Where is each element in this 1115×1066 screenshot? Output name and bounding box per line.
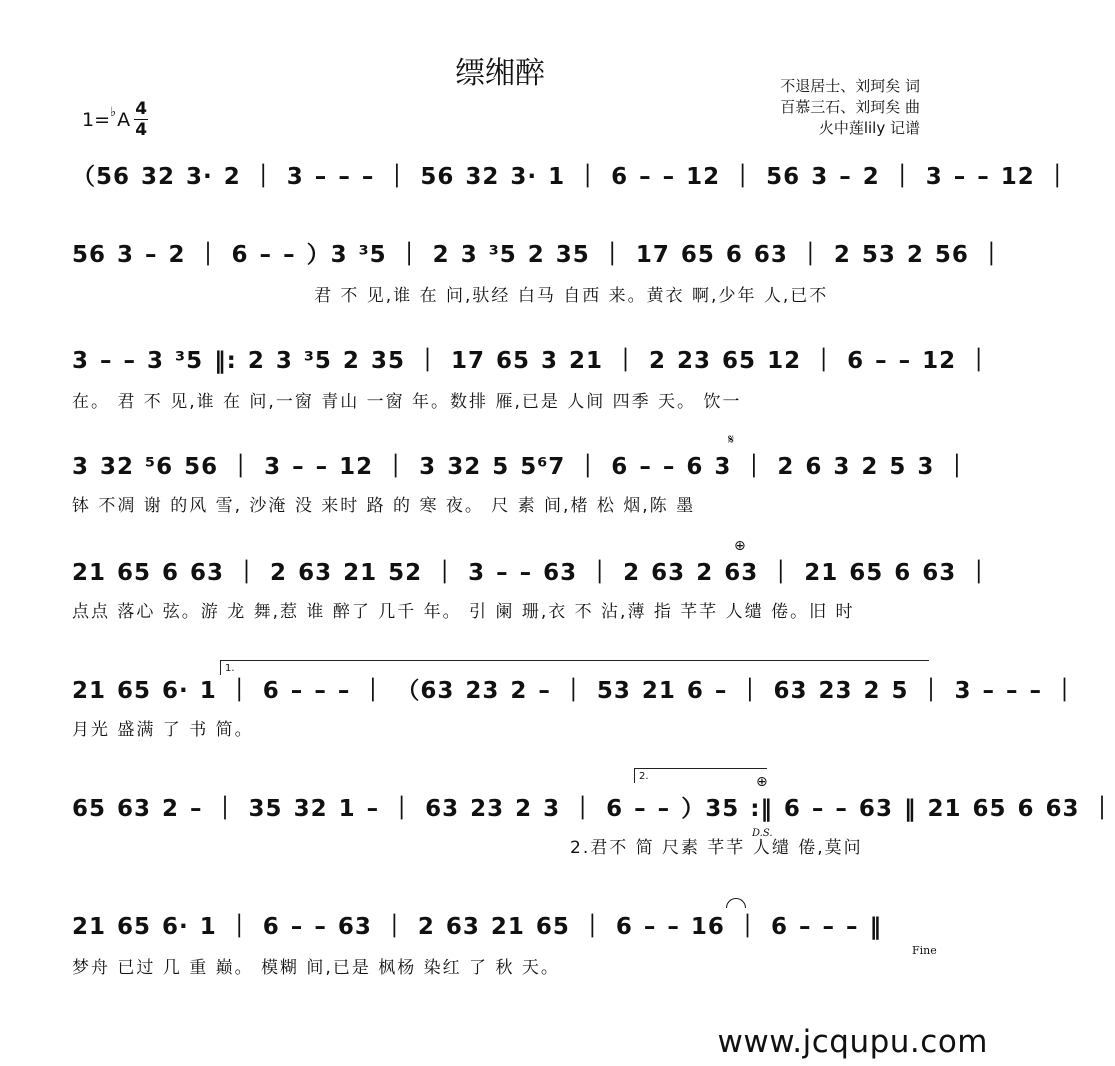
system-6-lyrics: 月光 盛满 了 书 简。 <box>72 720 254 740</box>
segno-icon: 𝄋 <box>728 432 735 448</box>
ds-marker: D.S. <box>752 828 773 839</box>
system-3-lyrics: 在。 君 不 见,谁 在 问,一窗 青山 一窗 年。数排 雁,已是 人间 四季 天。 饮一 <box>72 392 742 412</box>
key-note: A <box>117 108 131 131</box>
system-3-notes: 3 – – 3 ³5 ‖: 2 3 ³5 2 35 ｜ 17 65 3 21 ｜ 2 23 65 12 ｜ 6 – – 12 ｜ <box>72 348 992 374</box>
time-signature-bottom: 4 <box>135 120 148 140</box>
system-2-lyrics: 君 不 见,谁 在 问,驮经 白马 自西 来。黄衣 啊,少年 人,已不 <box>314 286 829 306</box>
system-4-notes: 3 32 ⁵6 56 ｜ 3 – – 12 ｜ 3 32 5 5⁶7 ｜ 6 – – 6 3 ｜ 2 6 3 2 5 3 ｜ <box>72 454 970 480</box>
volta-1-bracket <box>220 660 929 675</box>
system-8-lyrics: 梦舟 已过 几 重 巅。 模糊 间,已是 枫杨 染红 了 秋 天。 <box>72 958 560 978</box>
system-4-lyrics: 钵 不凋 谢 的风 雪, 沙淹 没 来时 路 的 寒 夜。 尺 素 间,楮 松 烟,陈 墨 <box>72 496 696 516</box>
watermark: www.jcqupu.com <box>717 1024 988 1060</box>
credits <box>780 76 920 139</box>
system-2-notes: 56 3 – 2 ｜ 6 – – ）3 ³5 ｜ 2 3 ³5 2 35 ｜ 17 65 6 63 ｜ 2 53 2 56 ｜ <box>72 242 1004 268</box>
lyricist-credit: 不退居士、刘珂矣 词 <box>780 77 920 95</box>
coda-icon-2: ⊕ <box>756 774 768 790</box>
volta-2-bracket <box>634 768 767 783</box>
system-6-notes: 21 65 6· 1 ｜ 6 – – – ｜ （63 23 2 – ｜ 53 21 6 – ｜ 63 23 2 5 ｜ 3 – – – ｜ <box>72 678 1078 704</box>
transcriber-credit: 火中莲lily 记谱 <box>818 119 920 137</box>
key-signature <box>82 100 148 139</box>
fine-marker: Fine <box>912 944 937 957</box>
song-title: 缥缃醉 <box>455 56 545 91</box>
time-signature-top: 4 <box>135 99 148 119</box>
system-7-lyrics: 2.君不 简 尺素 芊芊 人缱 倦,莫问 <box>570 838 863 858</box>
system-5-lyrics: 点点 落心 弦。游 龙 舞,惹 谁 醉了 几千 年。 引 阑 珊,衣 不 沾,薄 指 芊芊 人缱 倦。旧 时 <box>72 602 855 622</box>
time-signature <box>134 100 148 139</box>
key-prefix: 1= <box>82 108 111 131</box>
system-7-notes: 65 63 2 – ｜ 35 32 1 – ｜ 63 23 2 3 ｜ 6 – – ）35 :‖ 6 – – 63 ‖ 21 65 6 63 ｜ <box>72 796 1115 822</box>
volta-2-label: 2. <box>639 771 649 782</box>
composer-credit: 百慕三石、刘珂矣 曲 <box>780 98 920 116</box>
coda-icon: ⊕ <box>734 538 746 554</box>
fermata-icon <box>726 898 746 908</box>
system-5-notes: 21 65 6 63 ｜ 2 63 21 52 ｜ 3 – – 63 ｜ 2 63 2 63 ｜ 21 65 6 63 ｜ <box>72 560 992 586</box>
system-8-notes: 21 65 6· 1 ｜ 6 – – 63 ｜ 2 63 21 65 ｜ 6 – – 16 ｜ 6 – – – ‖ <box>72 914 882 940</box>
flat-icon: ♭ <box>110 105 117 120</box>
system-1-notes: （56 32 3· 2 ｜ 3 – – – ｜ 56 32 3· 1 ｜ 6 – – 12 ｜ 56 3 – 2 ｜ 3 – – 12 ｜ <box>72 164 1070 190</box>
volta-1-label: 1. <box>225 663 235 674</box>
